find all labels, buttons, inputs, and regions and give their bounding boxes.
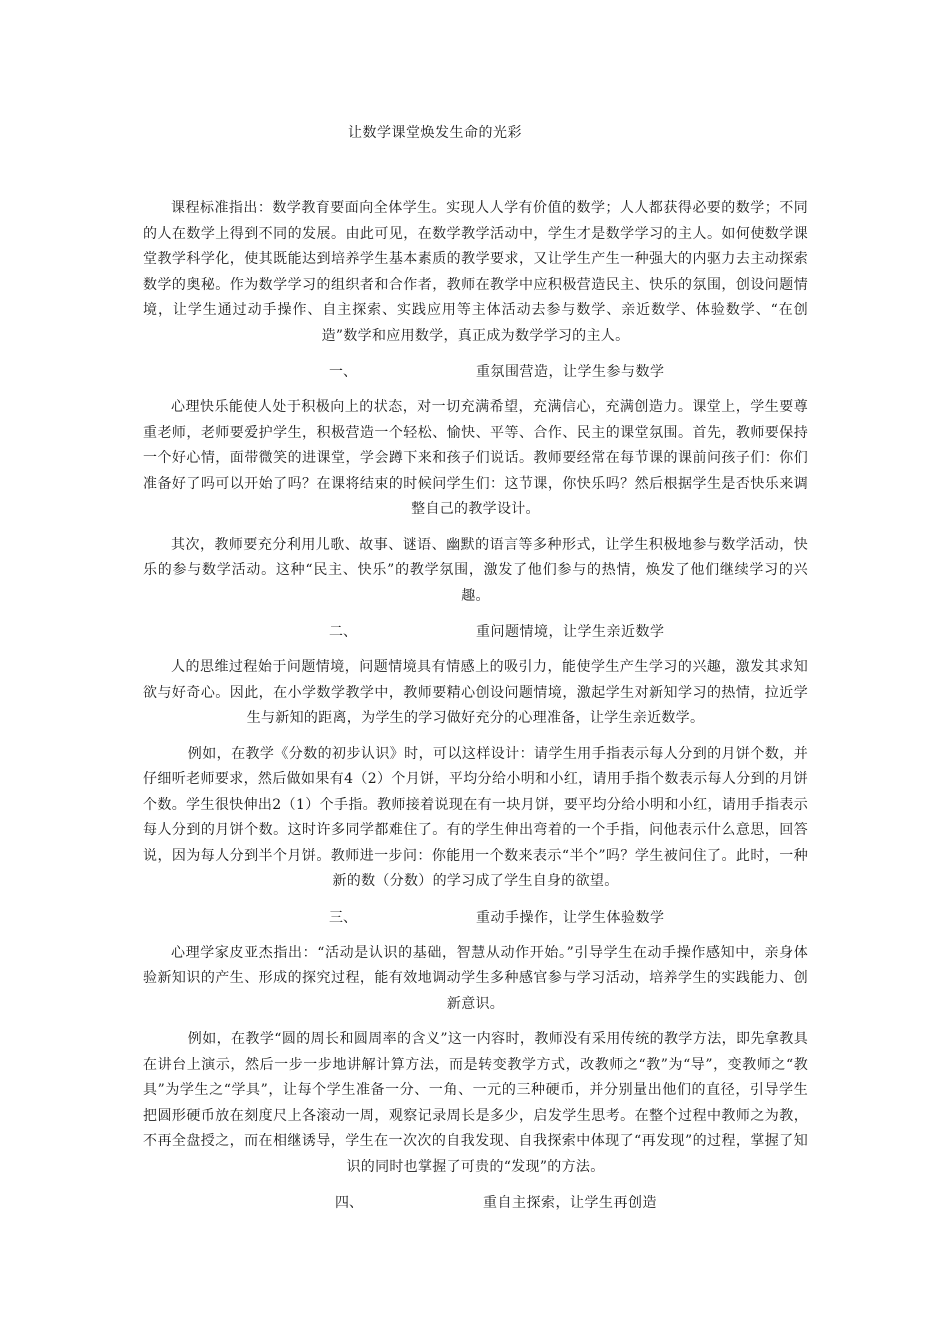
section-number: 四、 bbox=[335, 1195, 363, 1211]
section-number: 三、 bbox=[329, 909, 357, 926]
section-number: 二、 bbox=[329, 624, 357, 640]
section-heading-4 bbox=[143, 1190, 808, 1216]
section-heading-2 bbox=[143, 619, 808, 645]
section-title: 重动手操作，让学生体验数学 bbox=[476, 909, 665, 926]
section-title: 重问题情境，让学生亲近数学 bbox=[476, 624, 665, 640]
section-title: 重氛围营造，让学生参与数学 bbox=[476, 364, 665, 380]
section-1-paragraph-2: 其次，教师要充分利用儿歌、故事、谜语、幽默的语言等多种形式，让学生积极地参与数学活动，快乐的参与数学活动。这种“民主、快乐”的教学氛围，激发了他们参与的热情，焕发了他们继续学习的兴趣。 bbox=[143, 536, 808, 604]
section-number: 一、 bbox=[329, 364, 357, 380]
intro-paragraph: 课程标准指出：数学教育要面向全体学生。实现人人学有价值的数学；人人都获得必要的数学；不同的人在数学上得到不同的发展。由此可见，在数学教学活动中，学生才是数学学习的主人。如何使数学课堂教学科学化，使其既能达到培养学生基本素质的教学要求，又让学生产生一种强大的内驱力去主动探索数学的奥秘。作为数学学习的组织者和合作者，教师在教学中应积极营造民主、快乐的氛围，创设问题情境，让学生通过动手操作、自主探索、实践应用等主体活动去参与数学、亲近数学、体验数学、“在创造”数学和应用数学，真正成为数学学习的主人。 bbox=[143, 200, 808, 344]
section-title: 重自主探索，让学生再创造 bbox=[483, 1195, 657, 1211]
section-3-paragraph-1: 心理学家皮亚杰指出：“活动是认识的基础，智慧从动作开始。”引导学生在动手操作感知中，亲身体验新知识的产生、形成的探究过程，能有效地调动学生多种感官参与学习活动，培养学生的实践能力、创新意识。 bbox=[143, 944, 808, 1012]
section-heading-1 bbox=[143, 359, 808, 385]
section-2-paragraph-1: 人的思维过程始于问题情境，问题情境具有情感上的吸引力，能使学生产生学习的兴趣，激发其求知欲与好奇心。因此，在小学数学教学中，教师要精心创设问题情境，激起学生对新知学习的热情，拉近学生与新知的距离，为学生的学习做好充分的心理准备，让学生亲近数学。 bbox=[143, 659, 808, 726]
section-heading-3 bbox=[143, 905, 808, 931]
section-1-paragraph-1: 心理快乐能使人处于积极向上的状态，对一切充满希望，充满信心，充满创造力。课堂上，学生要尊重老师，老师要爱护学生，积极营造一个轻松、愉快、平等、合作、民主的课堂氛围。首先，教师要保持一个好心情，面带微笑的进课堂，学会蹲下来和孩子们说话。教师要经常在每节课的课前问孩子们：你们准备好了吗可以开始了吗？在课将结束的时候问学生们：这节课，你快乐吗？然后根据学生是否快乐来调整自己的教学设计。 bbox=[143, 399, 808, 517]
section-3-paragraph-2: 例如，在教学“圆的周长和圆周率的含义”这一内容时，教师没有采用传统的教学方法，即先拿教具在讲台上演示，然后一步一步地讲解计算方法，而是转变教学方式，改教师之“教”为“导”，变教师之“教具”为学生之“学具”，让每个学生准备一分、一角、一元的三种硬币，并分别量出他们的直径，引导学生把圆形硬币放在刻度尺上各滚动一周，观察记录周长是多少，启发学生思考。在整个过程中教师之为教，不再全盘授之，而在相继诱导，学生在一次次的自我发现、自我探索中体现了“再发现”的过程，掌握了知识的同时也掌握了可贵的“发现”的方法。 bbox=[143, 1031, 808, 1175]
document-title: 让数学课堂焕发生命的光彩 bbox=[348, 125, 522, 141]
document-body bbox=[143, 196, 808, 1226]
section-2-paragraph-2: 例如，在教学《分数的初步认识》时，可以这样设计：请学生用手指表示每人分到的月饼个数，并仔细听老师要求，然后做如果有4（2）个月饼，平均分给小明和小红，请用手指个数表示每人分到的月饼个数。学生很快伸出2（1）个手指。教师接着说现在有一块月饼，要平均分给小明和小红，请用手指表示每人分到的月饼个数。这时许多同学都难住了。有的学生伸出弯着的一个手指，问他表示什么意思，回答说，因为每人分到半个月饼。教师进一步问：你能用一个数来表示“半个”吗？学生被问住了。此时，一种新的数（分数）的学习成了学生自身的欲望。 bbox=[143, 745, 808, 889]
